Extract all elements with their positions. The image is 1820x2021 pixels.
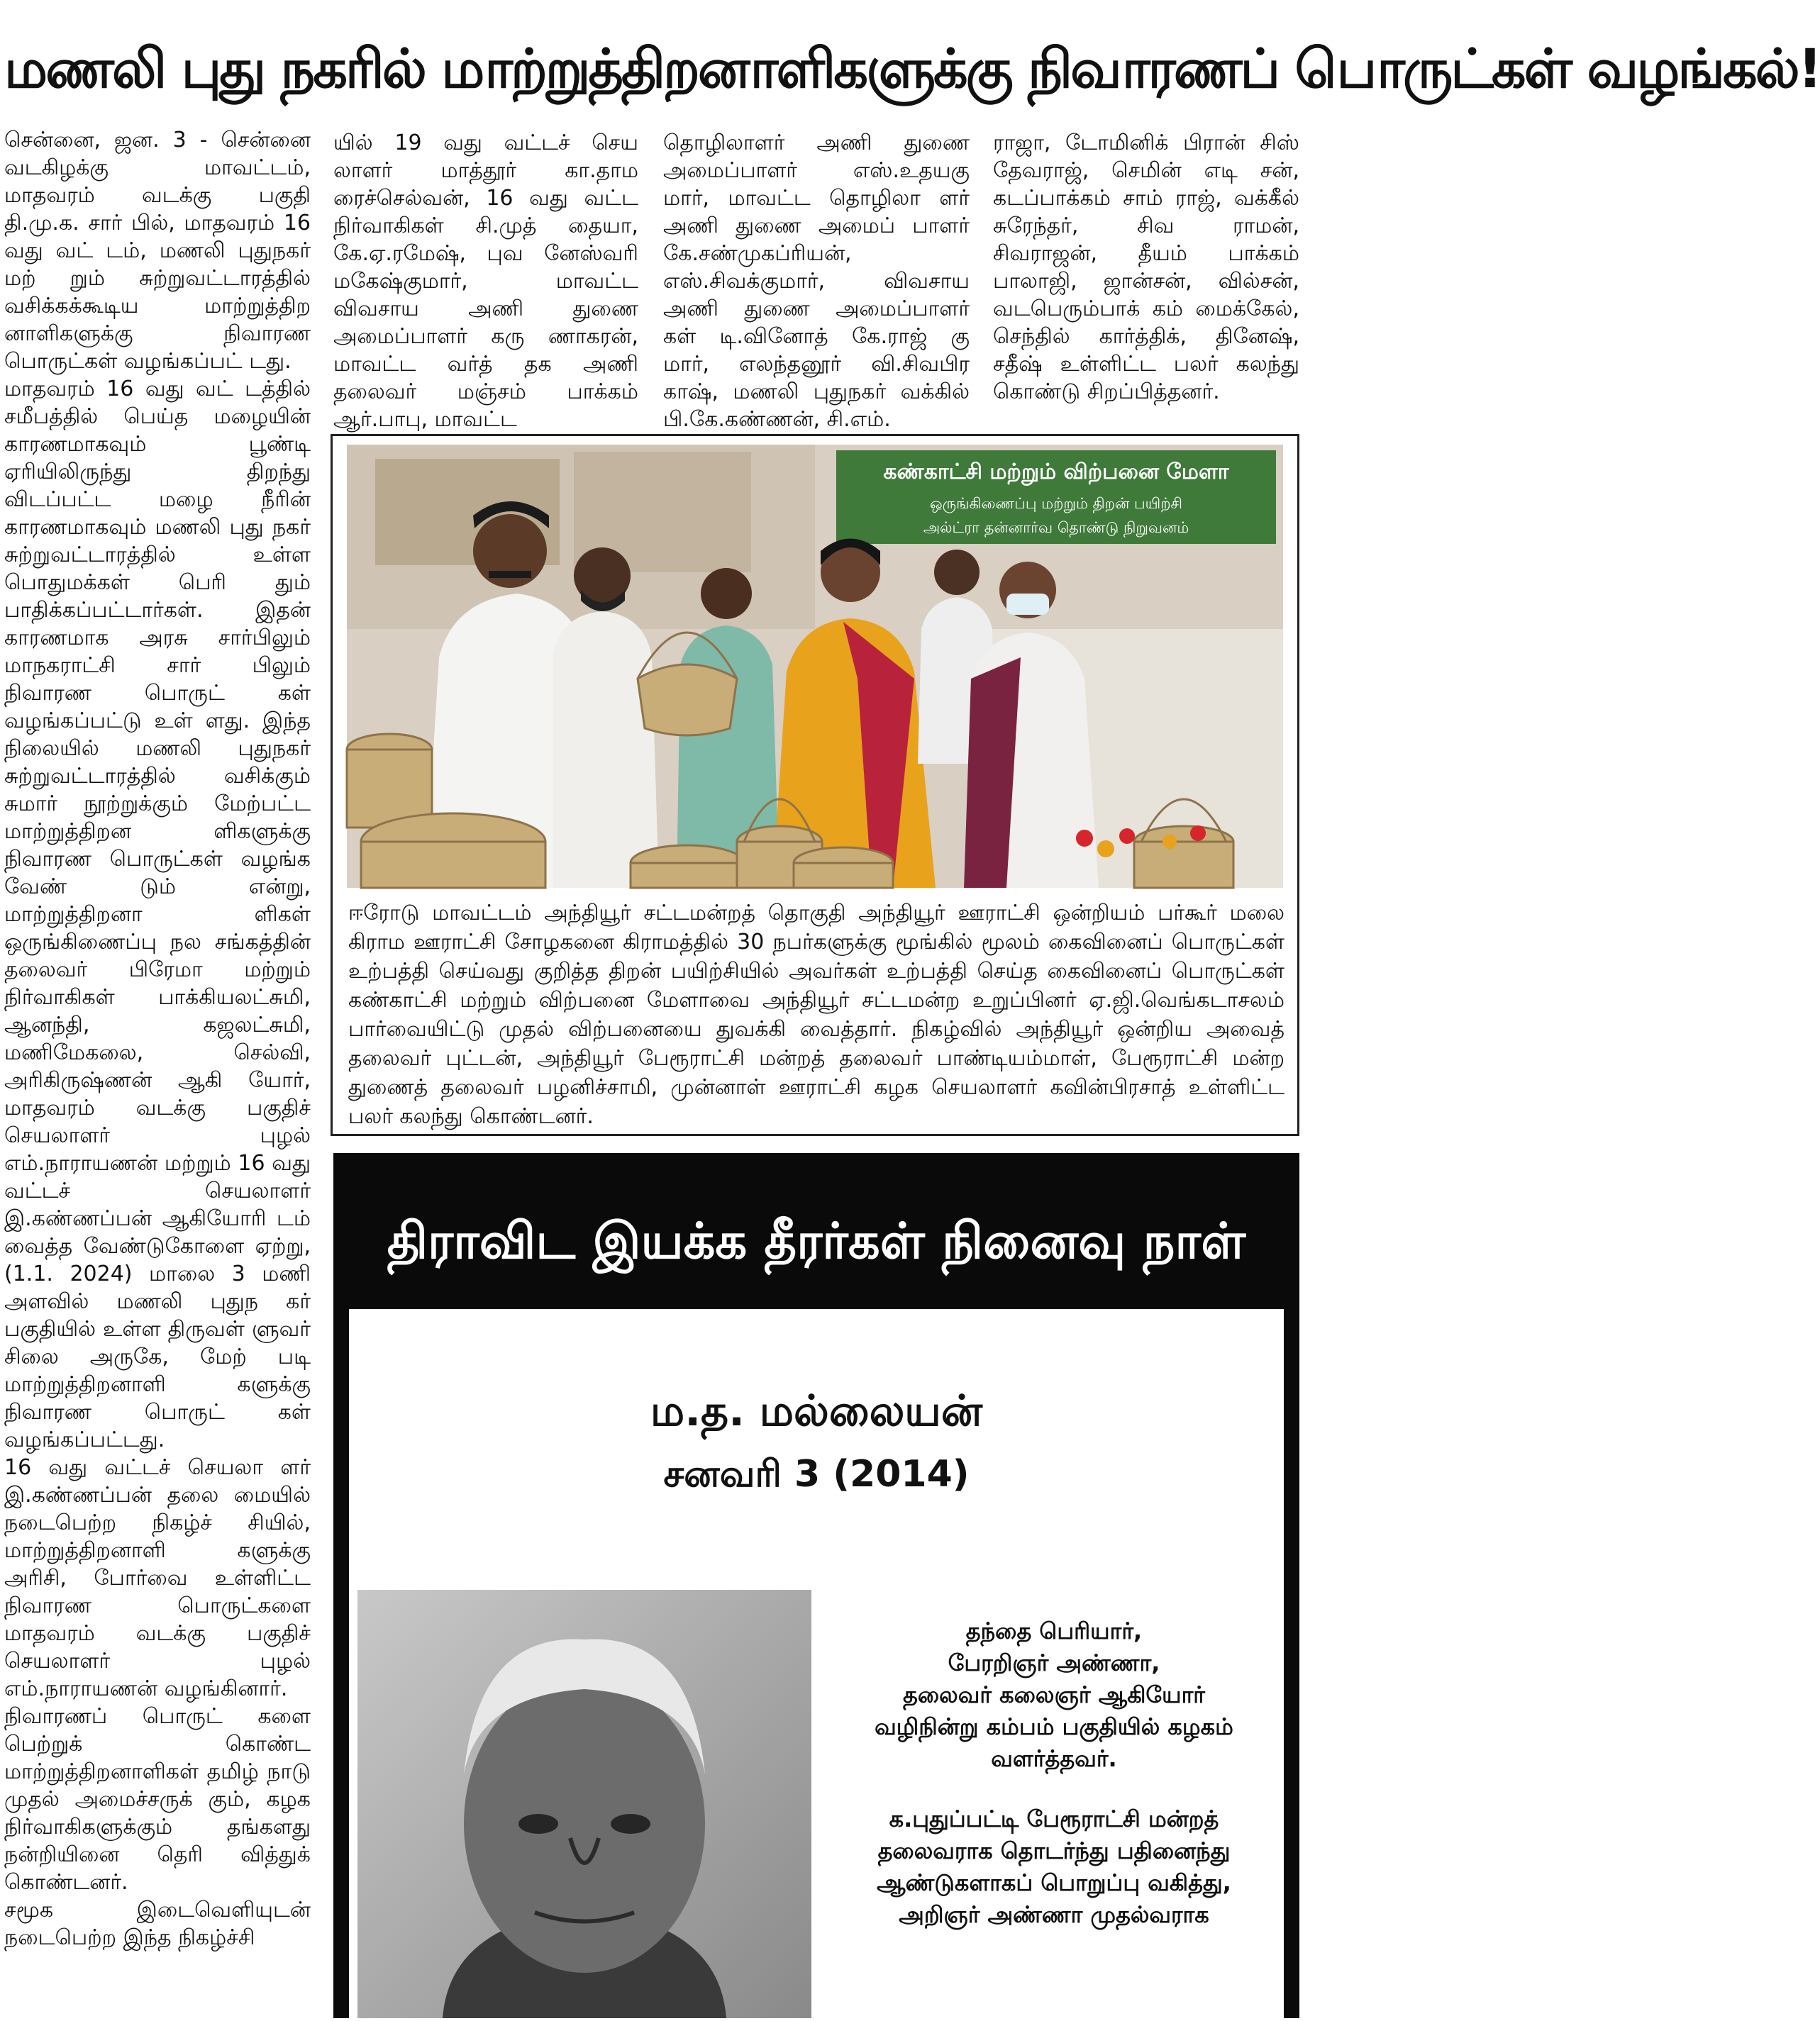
exhibition-photo-illustration (347, 445, 1283, 888)
memorial-date: சனவரி 3 (2014) (663, 1453, 970, 1496)
article-paragraph: சமூக இடைவெளியுடன் நடைபெற்ற இந்த நிகழ்ச்சி (4, 1898, 311, 1950)
memorial-line: அறிஞர் அண்ணா முதல்வராக (899, 1901, 1209, 1928)
banner-line-1: கண்காட்சி மற்றும் விற்பனை மேளா (883, 460, 1229, 484)
memorial-portrait (357, 1590, 811, 2018)
memorial-line: வளர்த்தவர். (991, 1745, 1117, 1772)
memorial-line: தந்தை பெரியார், (965, 1618, 1143, 1644)
memorial-title: திராவிட இயக்க தீரர்கள் நினைவு நாள் (387, 1212, 1246, 1270)
portrait-illustration (357, 1590, 811, 2018)
article-paragraph: சென்னை, ஜன. 3 - சென்னை வடகிழக்கு மாவட்டம், மாதவரம் வடக்கு பகுதி தி.மு.க. சார் பில், மாதவரம் 16 வது வட் டம், மணலி புதுநகர் மற் றும் சுற்றுவட்டாரத்தில் வசிக்கக்கூடிய மாற்றுத்திற னாளிகளுக்கு நிவாரண பொருட்கள் வழங்கப்பட் டது. (4, 128, 311, 374)
memorial-spacer (841, 1775, 1267, 1803)
memorial-name: ம.த. மல்லையன் (650, 1386, 983, 1436)
article-column-3 (663, 129, 970, 432)
article-paragraph: யில் 19 வது வட்டச் செய லாளர் மாத்தூர் கா.தாம ரைச்செல்வன், 16 வது வட்ட நிர்வாகிகள் சி.முத் தையா, கே.ஏ.ரமேஷ், புவ னேஸ்வரி மகேஷ்குமார், மாவட்ட விவசாய அணி துணை அமைப்பாளர் கரு ணாகரன், மாவட்ட வர்த் தக அணி தலைவர் மஞ்சம் பாக்கம் ஆர்.பாபு, மாவட்ட (333, 130, 638, 432)
article-paragraph: 16 வது வட்டச் செயலா ளர் இ.கண்ணப்பன் தலை மையில் நடைபெற்ற நிகழ்ச் சியில், மாற்றுத்திறனாளி களுக்கு அரிசி, போர்வை உள்ளிட்ட நிவாரண பொருட்களை மாதவரம் வடக்கு பகுதிச் செயலாளர் புழல் எம்.நாராயணன் வழங்கினார். (4, 1455, 311, 1701)
memorial-line: க.புதுப்பட்டி பேரூராட்சி மன்றத் (889, 1805, 1219, 1832)
memorial-description (841, 1615, 1267, 1931)
memorial-line: தலைவர் கலைஞர் ஆகியோர் (903, 1681, 1205, 1708)
memorial-frame (333, 1309, 1299, 2018)
photo-story-box (331, 434, 1299, 1136)
article-paragraph: தொழிலாளர் அணி துணை அமைப்பாளர் எஸ்.உதயகு மார், மாவட்ட தொழிலா ளர் அணி துணை அமைப் பாளர் கே.சண்முகப்ரியன், எஸ்.சிவக்குமார், விவசாய அணி துணை அமைப்பாளர் கள் டி.வினோத் கே.ராஜ் கு மார், எலந்தனூர் வி.சிவபிர காஷ், மணலி புதுநகர் வக்கில் பி.கே.கண்ணன், சி.எம். (663, 130, 970, 432)
article-paragraph: ராஜா, டோமினிக் பிரான் சிஸ் தேவராஜ், செமின் எடி சன், கடப்பாக்கம் சாம் ராஜ், வக்கீல் சுரேந்தர், சிவ ராமன், சிவராஜன், தீயம் பாக்கம் பாலாஜி, ஜான்சன், வில்சன், வடபெரும்பாக் கம் மைக்கேல், செந்தில் கார்த்திக், தினேஷ், சதீஷ் உள்ளிட்ட பலர் கலந்து கொண்டு சிறப்பித்தனர். (993, 130, 1299, 404)
memorial-line: வழிநின்று கம்பம் பகுதியில் கழகம் (875, 1713, 1233, 1740)
memorial-line: தலைவராக தொடர்ந்து பதினைந்து (877, 1837, 1231, 1864)
memorial-line: ஆண்டுகளாகப் பொறுப்பு வகித்து, (877, 1869, 1231, 1896)
article-paragraph: மாதவரம் 16 வது வட் டத்தில் சமீபத்தில் பெய்த மழையின் காரணமாகவும் பூண்டி ஏரியிலிருந்து திறந்து விடப்பட்ட மழை நீரின் காரணமாகவும் மணலி புது நகர் சுற்றுவட்டாரத்தில் உள்ள பொதுமக்கள் பெரி தும் பாதிக்கப்பட்டார்கள். இதன் காரணமாக அரசு சார்பிலும் மாநகராட்சி சார் பிலும் நிவாரண பொருட் கள் வழங்கப்பட்டு உள் ளது. இந்த நிலையில் மணலி புதுநகர் சுற்றுவட்டாரத்தில் வசிக்கும் சுமார் நூற்றுக்கும் மேற்பட்ட மாற்றுத்திறன ளிகளுக்கு நிவாரண பொருட்கள் வழங்க வேண் டும் என்று, மாற்றுத்திறனா ளிகள் ஒருங்கிணைப்பு நல சங்கத்தின் தலைவர் பிரேமா மற்றும் நிர்வாகிகள் பாக்கியலட்சுமி, ஆனந்தி, கஜலட்சுமி, மணிமேகலை, செல்வி, அரிகிருஷ்ணன் ஆகி யோர், மாதவரம் வடக்கு பகுதிச் செயலாளர் புழல் எம்.நாராயணன் மற்றும் 16 வது வட்டச் செயலாளர் இ.கண்ணப்பன் ஆகியோரி டம் வைத்த வேண்டுகோளை ஏற்று, (1.1. 2024) மாலை 3 மணி அளவில் மணலி புதுந கர் பகுதியில் உள்ள திருவள் ளுவர் சிலை அருகே, மேற் படி மாற்றுத்திறனாளி களுக்கு நிவாரண பொருட் கள் வழங்கப்பட்டது. (4, 377, 311, 1452)
memorial-line: பேரறிஞர் அண்ணா, (948, 1649, 1160, 1676)
banner-line-3: அல்ட்ரா தன்னார்வ தொண்டு நிறுவனம் (923, 519, 1189, 536)
article-column-4 (993, 129, 1299, 427)
memorial-header (333, 1153, 1299, 1309)
memorial-notice (333, 1153, 1299, 2018)
headline: மணலி புது நகரில் மாற்றுத்திறனாளிகளுக்கு நிவாரணப் பொருட்கள் வழங்கல்! (4, 37, 1820, 100)
article-paragraph: நிவாரணப் பொருட் களை பெற்றுக் கொண்ட மாற்றுத்திறனாளிகள் தமிழ் நாடு முதல் அமைச்சருக் கும், கழக நிர்வாகிகளுக்கும் தங்களது நன்றியினை தெரி வித்துக் கொண்டனர். (4, 1704, 311, 1895)
article-column-1 (4, 126, 311, 2018)
banner-line-2: ஒருங்கிணைப்பு மற்றும் திறன் பயிற்சி (930, 495, 1182, 512)
article-column-2 (333, 129, 638, 432)
exhibition-photo (347, 445, 1283, 888)
photo-caption: ஈரோடு மாவட்டம் அந்தியூர் சட்டமன்றத் தொகுதி அந்தியூர் ஊராட்சி ஒன்றியம் பர்கூர் மலை கிராம ஊராட்சி சோழகனை கிராமத்தில் 30 நபர்களுக்கு மூங்கில் மூலம் கைவினைப் பொருட்கள் உற்பத்தி செய்வது குறித்த திறன் பயிற்சியில் அவர்கள் உற்பத்தி செய்த கைவினைப் பொருட்கள் கண்காட்சி மற்றும் விற்பனை மேளாவை அந்தியூர் சட்டமன்ற உறுப்பினர் ஏ.ஜி.வெங்கடாசலம் பார்வையிட்டு முதல் விற்பனையை துவக்கி வைத்தார். நிகழ்வில் அந்தியூர் ஒன்றிய அவைத் தலைவர் புட்டன், அந்தியூர் பேரூராட்சி மன்றத் தலைவர் பாண்டியம்மாள், பேரூராட்சி மன்ற துணைத் தலைவர் பழனிச்சாமி, முன்னாள் ஊராட்சி கழக செயலாளர் கவின்பிரசாத் உள்ளிட்ட பலர் கலந்து கொண்டனர். (348, 901, 1284, 1129)
